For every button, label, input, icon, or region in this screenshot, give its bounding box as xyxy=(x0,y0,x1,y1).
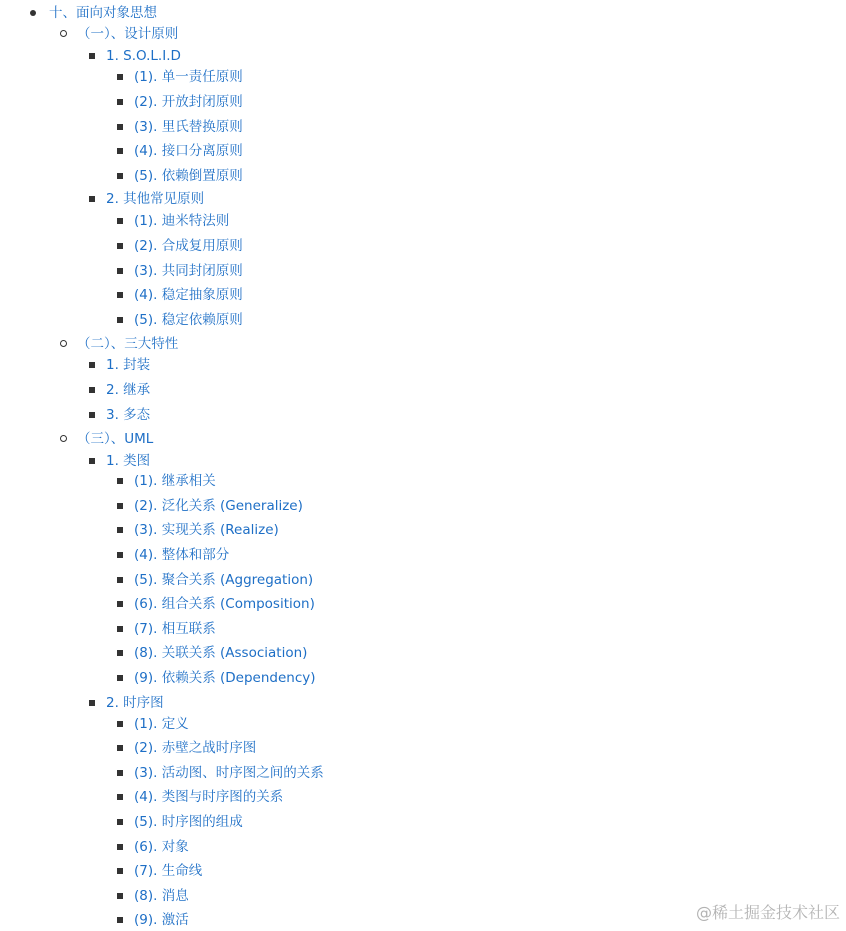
bullet-square-icon xyxy=(117,99,123,105)
toc-group-other-link[interactable]: 2. 其他常见原则 xyxy=(106,191,205,207)
toc-link[interactable]: (9). 依赖关系 (Dependency) xyxy=(134,670,316,686)
bullet-square-icon xyxy=(117,917,123,923)
toc-link[interactable]: (5). 依赖倒置原则 xyxy=(134,168,243,184)
bullet-square-icon xyxy=(89,362,95,368)
toc-link[interactable]: (4). 类图与时序图的关系 xyxy=(134,789,284,805)
bullet-circle-icon xyxy=(60,30,67,37)
toc-link[interactable]: (5). 时序图的组成 xyxy=(134,814,243,830)
toc-link[interactable]: (9). 激活 xyxy=(134,912,189,928)
toc-link[interactable]: 2. 继承 xyxy=(106,382,151,398)
bullet-square-icon xyxy=(117,577,123,583)
bullet-square-icon xyxy=(89,387,95,393)
toc-link[interactable]: (2). 赤壁之战时序图 xyxy=(134,740,257,756)
toc-link[interactable]: (1). 继承相关 xyxy=(134,473,216,489)
bullet-square-icon xyxy=(117,893,123,899)
toc-link[interactable]: 1. 封装 xyxy=(106,357,151,373)
bullet-square-icon xyxy=(117,745,123,751)
bullet-square-icon xyxy=(117,268,123,274)
bullet-square-icon xyxy=(117,503,123,509)
bullet-square-icon xyxy=(117,721,123,727)
bullet-square-icon xyxy=(117,675,123,681)
toc-section-2-link[interactable]: （二）、三大特性 xyxy=(77,336,179,352)
toc-link[interactable]: (1). 迪米特法则 xyxy=(134,213,230,229)
toc-group-solid-link[interactable]: 1. S.O.L.I.D xyxy=(106,48,181,64)
toc-link[interactable]: (6). 对象 xyxy=(134,839,189,855)
bullet-square-icon xyxy=(117,601,123,607)
bullet-square-icon xyxy=(89,53,95,59)
toc-link[interactable]: (8). 消息 xyxy=(134,888,189,904)
toc-group-sequence-link[interactable]: 2. 时序图 xyxy=(106,695,164,711)
bullet-square-icon xyxy=(117,650,123,656)
toc-link[interactable]: (4). 整体和部分 xyxy=(134,547,230,563)
toc-link[interactable]: (4). 稳定抽象原则 xyxy=(134,287,243,303)
bullet-square-icon xyxy=(89,700,95,706)
bullet-square-icon xyxy=(117,794,123,800)
bullet-square-icon xyxy=(117,770,123,776)
toc-link[interactable]: (6). 组合关系 (Composition) xyxy=(134,596,315,612)
toc-group-class-link[interactable]: 1. 类图 xyxy=(106,453,151,469)
bullet-square-icon xyxy=(117,74,123,80)
toc-section-1-link[interactable]: （一）、设计原则 xyxy=(77,26,179,42)
toc-link[interactable]: (5). 稳定依赖原则 xyxy=(134,312,243,328)
toc-root-link[interactable]: 十、面向对象思想 xyxy=(49,5,157,21)
watermark: @稀土掘金技术社区 xyxy=(695,903,840,922)
bullet-dot-icon xyxy=(30,10,36,16)
toc-link[interactable]: (4). 接口分离原则 xyxy=(134,143,243,159)
toc-link[interactable]: (7). 生命线 xyxy=(134,863,203,879)
toc-link[interactable]: (2). 开放封闭原则 xyxy=(134,94,243,110)
bullet-square-icon xyxy=(117,243,123,249)
toc-link[interactable]: (5). 聚合关系 (Aggregation) xyxy=(134,572,314,588)
bullet-square-icon xyxy=(117,868,123,874)
bullet-square-icon xyxy=(117,626,123,632)
bullet-square-icon xyxy=(117,173,123,179)
toc-link[interactable]: (1). 定义 xyxy=(134,716,189,732)
toc-section-3-link[interactable]: （三）、UML xyxy=(77,431,154,447)
toc-link[interactable]: (3). 实现关系 (Realize) xyxy=(134,522,279,538)
bullet-square-icon xyxy=(89,458,95,464)
toc-link[interactable]: (3). 活动图、时序图之间的关系 xyxy=(134,765,324,781)
bullet-square-icon xyxy=(117,819,123,825)
bullet-square-icon xyxy=(117,148,123,154)
bullet-square-icon xyxy=(89,412,95,418)
bullet-circle-icon xyxy=(60,435,67,442)
toc-link[interactable]: (7). 相互联系 xyxy=(134,621,216,637)
toc-link[interactable]: (3). 里氏替换原则 xyxy=(134,119,243,135)
bullet-square-icon xyxy=(117,317,123,323)
bullet-square-icon xyxy=(117,527,123,533)
bullet-square-icon xyxy=(117,844,123,850)
bullet-square-icon xyxy=(117,552,123,558)
bullet-square-icon xyxy=(117,292,123,298)
toc-link[interactable]: 3. 多态 xyxy=(106,407,151,423)
bullet-square-icon xyxy=(117,478,123,484)
toc-link[interactable]: (1). 单一责任原则 xyxy=(134,69,243,85)
bullet-square-icon xyxy=(89,196,95,202)
bullet-square-icon xyxy=(117,218,123,224)
toc-link[interactable]: (2). 合成复用原则 xyxy=(134,238,243,254)
toc-link[interactable]: (8). 关联关系 (Association) xyxy=(134,645,308,661)
bullet-circle-icon xyxy=(60,340,67,347)
toc-link[interactable]: (2). 泛化关系 (Generalize) xyxy=(134,498,303,514)
toc-link[interactable]: (3). 共同封闭原则 xyxy=(134,263,243,279)
bullet-square-icon xyxy=(117,124,123,130)
